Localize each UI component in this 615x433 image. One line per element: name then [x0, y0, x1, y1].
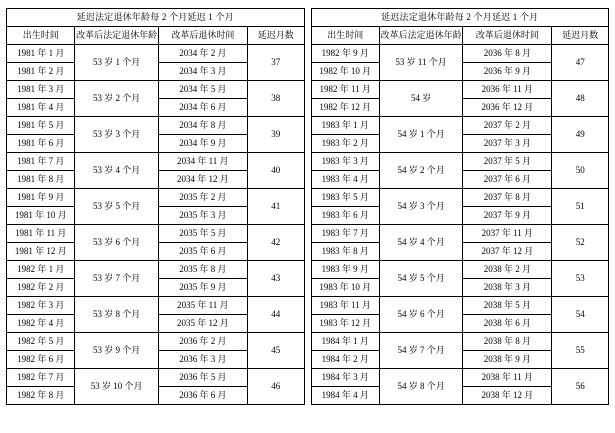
cell-statutory-age: 53 岁 8 个月 — [75, 297, 158, 333]
cell-retire-time: 2036 年 9 月 — [463, 63, 552, 81]
cell-retire-time: 2035 年 9 月 — [158, 279, 247, 297]
cell-delay-months: 47 — [552, 45, 609, 81]
cell-delay-months: 53 — [552, 261, 609, 297]
cell-birth-time: 1982 年 3 月 — [7, 297, 75, 315]
cell-retire-time: 2038 年 12 月 — [463, 387, 552, 405]
cell-birth-time: 1984 年 3 月 — [311, 369, 379, 387]
cell-retire-time: 2037 年 5 月 — [463, 153, 552, 171]
cell-birth-time: 1983 年 6 月 — [311, 207, 379, 225]
cell-birth-time: 1981 年 11 月 — [7, 225, 75, 243]
cell-retire-time: 2037 年 12 月 — [463, 243, 552, 261]
table-row — [7, 45, 305, 63]
cell-retire-time: 2035 年 5 月 — [158, 225, 247, 243]
cell-retire-time: 2036 年 12 月 — [463, 99, 552, 117]
cell-retire-time: 2037 年 6 月 — [463, 171, 552, 189]
cell-birth-time: 1983 年 11 月 — [311, 297, 379, 315]
column-header-delay-months: 延迟月数 — [247, 27, 304, 45]
cell-statutory-age: 54 岁 5 个月 — [379, 261, 462, 297]
cell-statutory-age: 54 岁 2 个月 — [379, 153, 462, 189]
cell-retire-time: 2038 年 2 月 — [463, 261, 552, 279]
table-body-left — [7, 9, 305, 405]
cell-statutory-age: 53 岁 9 个月 — [75, 333, 158, 369]
cell-birth-time: 1981 年 7 月 — [7, 153, 75, 171]
cell-birth-time: 1983 年 1 月 — [311, 117, 379, 135]
table-header-row — [311, 27, 609, 45]
cell-delay-months: 37 — [247, 45, 304, 81]
cell-retire-time: 2034 年 2 月 — [158, 45, 247, 63]
cell-statutory-age: 54 岁 7 个月 — [379, 333, 462, 369]
cell-birth-time: 1983 年 4 月 — [311, 171, 379, 189]
cell-birth-time: 1982 年 12 月 — [311, 99, 379, 117]
cell-retire-time: 2034 年 6 月 — [158, 99, 247, 117]
table-row — [7, 225, 305, 243]
table-row — [7, 81, 305, 99]
table-row — [311, 333, 609, 351]
cell-delay-months: 49 — [552, 117, 609, 153]
cell-retire-time: 2035 年 3 月 — [158, 207, 247, 225]
cell-birth-time: 1983 年 9 月 — [311, 261, 379, 279]
cell-statutory-age: 54 岁 4 个月 — [379, 225, 462, 261]
cell-birth-time: 1982 年 2 月 — [7, 279, 75, 297]
cell-birth-time: 1983 年 8 月 — [311, 243, 379, 261]
cell-retire-time: 2038 年 6 月 — [463, 315, 552, 333]
cell-birth-time: 1981 年 5 月 — [7, 117, 75, 135]
cell-delay-months: 50 — [552, 153, 609, 189]
table-title: 延迟法定退休年龄每 2 个月延迟 1 个月 — [311, 9, 609, 27]
cell-statutory-age: 53 岁 11 个月 — [379, 45, 462, 81]
cell-retire-time: 2038 年 5 月 — [463, 297, 552, 315]
cell-birth-time: 1983 年 10 月 — [311, 279, 379, 297]
table-row — [311, 225, 609, 243]
table-body-right — [311, 9, 609, 405]
retirement-table-left — [6, 8, 305, 405]
cell-statutory-age: 54 岁 8 个月 — [379, 369, 462, 405]
cell-birth-time: 1981 年 6 月 — [7, 135, 75, 153]
cell-birth-time: 1981 年 10 月 — [7, 207, 75, 225]
cell-birth-time: 1982 年 11 月 — [311, 81, 379, 99]
cell-retire-time: 2035 年 6 月 — [158, 243, 247, 261]
cell-statutory-age: 54 岁 3 个月 — [379, 189, 462, 225]
cell-statutory-age: 53 岁 4 个月 — [75, 153, 158, 189]
cell-retire-time: 2037 年 9 月 — [463, 207, 552, 225]
cell-birth-time: 1983 年 12 月 — [311, 315, 379, 333]
table-row — [311, 45, 609, 63]
cell-birth-time: 1981 年 2 月 — [7, 63, 75, 81]
cell-statutory-age: 53 岁 6 个月 — [75, 225, 158, 261]
cell-retire-time: 2034 年 9 月 — [158, 135, 247, 153]
cell-retire-time: 2036 年 8 月 — [463, 45, 552, 63]
cell-birth-time: 1984 年 1 月 — [311, 333, 379, 351]
cell-birth-time: 1981 年 12 月 — [7, 243, 75, 261]
cell-statutory-age: 53 岁 3 个月 — [75, 117, 158, 153]
cell-delay-months: 38 — [247, 81, 304, 117]
cell-birth-time: 1983 年 7 月 — [311, 225, 379, 243]
cell-delay-months: 44 — [247, 297, 304, 333]
cell-retire-time: 2037 年 3 月 — [463, 135, 552, 153]
schedule-panel-right — [308, 8, 610, 427]
table-row — [311, 261, 609, 279]
cell-statutory-age: 53 岁 1 个月 — [75, 45, 158, 81]
cell-retire-time: 2038 年 3 月 — [463, 279, 552, 297]
cell-statutory-age: 53 岁 7 个月 — [75, 261, 158, 297]
table-title: 延迟法定退休年龄每 2 个月延迟 1 个月 — [7, 9, 305, 27]
cell-retire-time: 2037 年 11 月 — [463, 225, 552, 243]
cell-birth-time: 1982 年 1 月 — [7, 261, 75, 279]
cell-retire-time: 2036 年 2 月 — [158, 333, 247, 351]
table-row — [7, 189, 305, 207]
cell-delay-months: 45 — [247, 333, 304, 369]
retirement-table-right — [311, 8, 610, 405]
column-header-birth-time: 出生时间 — [311, 27, 379, 45]
cell-birth-time: 1982 年 7 月 — [7, 369, 75, 387]
cell-statutory-age: 53 岁 2 个月 — [75, 81, 158, 117]
cell-delay-months: 55 — [552, 333, 609, 369]
cell-birth-time: 1982 年 4 月 — [7, 315, 75, 333]
table-row — [7, 297, 305, 315]
cell-retire-time: 2037 年 8 月 — [463, 189, 552, 207]
column-header-birth-time: 出生时间 — [7, 27, 75, 45]
cell-birth-time: 1982 年 5 月 — [7, 333, 75, 351]
table-title-row — [311, 9, 609, 27]
cell-birth-time: 1984 年 4 月 — [311, 387, 379, 405]
cell-statutory-age: 53 岁 10 个月 — [75, 369, 158, 405]
table-title-row — [7, 9, 305, 27]
cell-birth-time: 1983 年 2 月 — [311, 135, 379, 153]
table-row — [311, 81, 609, 99]
cell-retire-time: 2038 年 8 月 — [463, 333, 552, 351]
cell-birth-time: 1983 年 3 月 — [311, 153, 379, 171]
cell-delay-months: 48 — [552, 81, 609, 117]
cell-retire-time: 2034 年 5 月 — [158, 81, 247, 99]
table-row — [311, 189, 609, 207]
cell-retire-time: 2034 年 8 月 — [158, 117, 247, 135]
cell-retire-time: 2038 年 11 月 — [463, 369, 552, 387]
table-row — [7, 369, 305, 387]
cell-delay-months: 46 — [247, 369, 304, 405]
cell-birth-time: 1981 年 4 月 — [7, 99, 75, 117]
cell-statutory-age: 54 岁 6 个月 — [379, 297, 462, 333]
table-row — [311, 117, 609, 135]
column-header-retire-time: 改革后退休时间 — [463, 27, 552, 45]
table-row — [7, 333, 305, 351]
cell-retire-time: 2035 年 11 月 — [158, 297, 247, 315]
table-header-row — [7, 27, 305, 45]
cell-birth-time: 1982 年 6 月 — [7, 351, 75, 369]
table-row — [311, 297, 609, 315]
cell-retire-time: 2037 年 2 月 — [463, 117, 552, 135]
cell-birth-time: 1981 年 9 月 — [7, 189, 75, 207]
cell-delay-months: 42 — [247, 225, 304, 261]
table-row — [311, 153, 609, 171]
table-row — [311, 369, 609, 387]
cell-delay-months: 52 — [552, 225, 609, 261]
column-header-statutory-age: 改革后法定退休年龄 — [379, 27, 462, 45]
column-header-statutory-age: 改革后法定退休年龄 — [75, 27, 158, 45]
cell-birth-time: 1984 年 2 月 — [311, 351, 379, 369]
cell-delay-months: 54 — [552, 297, 609, 333]
cell-retire-time: 2034 年 11 月 — [158, 153, 247, 171]
cell-retire-time: 2035 年 12 月 — [158, 315, 247, 333]
cell-retire-time: 2034 年 12 月 — [158, 171, 247, 189]
cell-delay-months: 40 — [247, 153, 304, 189]
schedule-panel-left — [6, 8, 308, 427]
cell-delay-months: 51 — [552, 189, 609, 225]
cell-delay-months: 39 — [247, 117, 304, 153]
cell-birth-time: 1981 年 3 月 — [7, 81, 75, 99]
cell-birth-time: 1982 年 8 月 — [7, 387, 75, 405]
cell-birth-time: 1982 年 9 月 — [311, 45, 379, 63]
cell-retire-time: 2036 年 3 月 — [158, 351, 247, 369]
column-header-delay-months: 延迟月数 — [552, 27, 609, 45]
cell-retire-time: 2036 年 11 月 — [463, 81, 552, 99]
cell-retire-time: 2035 年 2 月 — [158, 189, 247, 207]
cell-birth-time: 1983 年 5 月 — [311, 189, 379, 207]
cell-delay-months: 41 — [247, 189, 304, 225]
cell-retire-time: 2035 年 8 月 — [158, 261, 247, 279]
cell-delay-months: 56 — [552, 369, 609, 405]
table-row — [7, 261, 305, 279]
column-header-retire-time: 改革后退休时间 — [158, 27, 247, 45]
cell-birth-time: 1981 年 8 月 — [7, 171, 75, 189]
cell-birth-time: 1981 年 1 月 — [7, 45, 75, 63]
table-row — [7, 117, 305, 135]
cell-birth-time: 1982 年 10 月 — [311, 63, 379, 81]
cell-statutory-age: 54 岁 — [379, 81, 462, 117]
cell-retire-time: 2034 年 3 月 — [158, 63, 247, 81]
cell-delay-months: 43 — [247, 261, 304, 297]
cell-retire-time: 2036 年 6 月 — [158, 387, 247, 405]
table-row — [7, 153, 305, 171]
cell-statutory-age: 54 岁 1 个月 — [379, 117, 462, 153]
cell-retire-time: 2036 年 5 月 — [158, 369, 247, 387]
cell-retire-time: 2038 年 9 月 — [463, 351, 552, 369]
cell-statutory-age: 53 岁 5 个月 — [75, 189, 158, 225]
